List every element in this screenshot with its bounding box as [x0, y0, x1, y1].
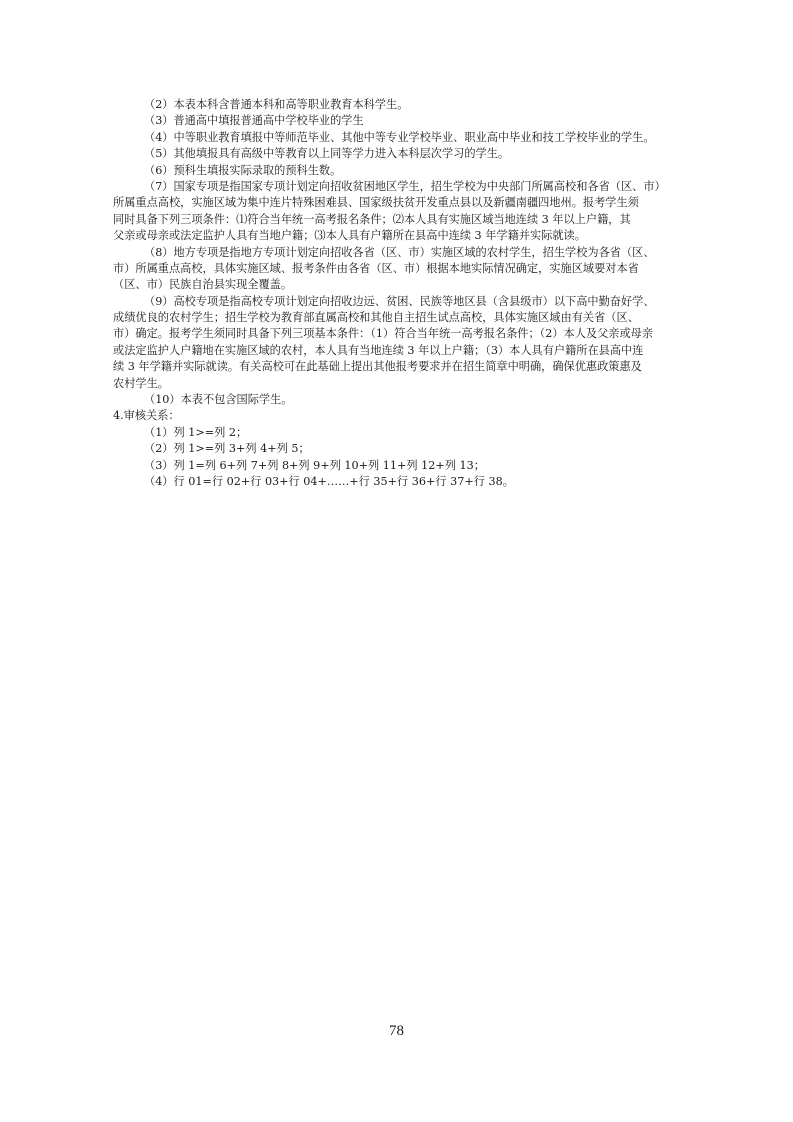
- audit-heading: 4.审核关系：: [113, 409, 180, 423]
- audit-rule: （3）列 1=列 6+列 7+列 8+列 9+列 10+列 11+列 12+列 13；: [144, 458, 485, 472]
- note-8-line: 市）所属重点高校，具体实施区域、报考条件由各省（区、市）根据本地实际情况确定，实施区域要对本省: [113, 261, 639, 275]
- note-4: （4）中等职业教育填报中等师范毕业、其他中等专业学校毕业、职业高中毕业和技工学校毕业的学生。: [144, 130, 655, 144]
- note-2: （2）本表本科含普通本科和高等职业教育本科学生。: [144, 98, 409, 111]
- audit-rule: （4）行 01=行 02+行 03+行 04+……+行 35+行 36+行 37+行 38。: [144, 474, 514, 488]
- note-8-line: （8）地方专项是指地方专项计划定向招收各省（区、市）实施区域的农村学生，招生学校为各省（区、: [144, 245, 655, 259]
- note-9-line: 或法定监护人户籍地在实施区域的农村，本人具有当地连续 3 年以上户籍；（3）本人具有户籍所在县高中连: [113, 343, 644, 357]
- note-8-line: （区、市）民族自治县实现全覆盖。: [113, 278, 293, 292]
- note-7-line: 所属重点高校，实施区域为集中连片特殊困难县、国家级扶贫开发重点县以及新疆南疆四地州。报考学生须: [113, 196, 639, 210]
- audit-rule: （1）列 1>=列 2；: [144, 425, 248, 439]
- note-9-line: 市）确定。报考学生须同时具备下列三项基本条件：（1）符合当年统一高考报名条件；（2）本人及父亲或母亲: [113, 327, 654, 341]
- note-7: [113, 179, 688, 245]
- note-9-line: 成绩优良的农村学生；招生学校为教育部直属高校和其他自主招生试点高校，具体实施区域由有关省（区、: [113, 311, 639, 325]
- note-3: （3）普通高中填报普通高中学校毕业的学生: [144, 114, 364, 128]
- note-5: （5）其他填报具有高级中等教育以上同等学力进入本科层次学习的学生。: [144, 147, 510, 161]
- notes-body: [113, 97, 688, 490]
- note-9-line: （9）高校专项是指高校专项计划定向招收边远、贫困、民族等地区县（含县级市）以下高中勤奋好学、: [144, 294, 655, 308]
- note-9-line: 农村学生。: [113, 376, 169, 390]
- audit-rule: （2）列 1>=列 3+列 4+列 5；: [144, 442, 310, 456]
- note-9-line: 续 3 年学籍并实际就读。有关高校可在此基础上提出其他报考要求并在招生简章中明确，确保优惠政策惠及: [113, 360, 642, 374]
- note-10: （10）本表不包含国际学生。: [144, 393, 293, 407]
- note-6: （6）预科生填报实际录取的预科生数。: [144, 163, 342, 177]
- note-8: [113, 245, 688, 294]
- note-9: [113, 294, 688, 392]
- note-7-line: 同时具备下列三项条件：⑴符合当年统一高考报名条件；⑵本人具有实施区域当地连续 3 年以上户籍，其: [113, 212, 631, 226]
- note-7-line: （7）国家专项是指国家专项计划定向招收贫困地区学生，招生学校为中央部门所属高校和各省（区、市）: [144, 179, 666, 193]
- note-7-line: 父亲或母亲或法定监护人具有当地户籍；⑶本人具有户籍所在县高中连续 3 年学籍并实际就读。: [113, 229, 586, 243]
- page-number: 78: [389, 1023, 404, 1039]
